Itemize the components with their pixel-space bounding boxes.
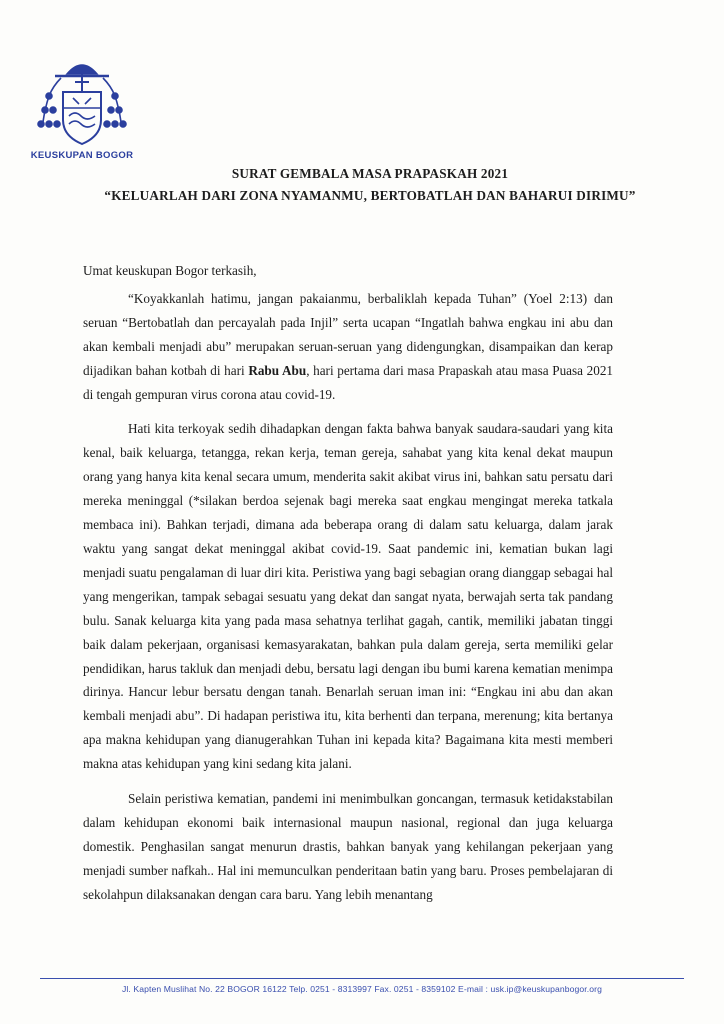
diocese-logo: [22, 52, 142, 161]
salutation: Umat keuskupan Bogor terkasih,: [83, 263, 257, 278]
letter-title: [60, 163, 680, 207]
footer-divider: [40, 978, 684, 979]
paragraph-3: Selain peristiwa kematian, pandemi ini menimbulkan goncangan, termasuk ketidakstabilan dalam kehidupan ekonomi baik internasional maupun nasional, regional dan juga keluarga domestik. Penghasilan sangat menurun drastis, bahkan banyak yang kehilangan pekerjaan yang menjadi sumber nafkah.. Hal ini memunculkan penderitaan batin yang baru. Proses pembelajaran di sekolahpun dilaksanakan dengan cara baru. Yang lebih menantang: [83, 791, 613, 902]
paragraph-1-text-a: “Koyakkanlah hatimu, jangan pakaianmu, berbaliklah kepada Tuhan” (Yoel 2:13) dan seruan “Bertobatlah dan percayalah pada Injil” serta ucapan “Ingatlah bahwa engkau ini abu dan akan kembali menjadi abu” merupakan seruan-seruan yang didengungkan, disampaikan dan kerap dijadikan bahan kotbah di hari: [83, 290, 613, 378]
paragraph-2: Hati kita terkoyak sedih dihadapkan dengan fakta bahwa banyak saudara-saudari yang kita kenal, baik keluarga, tetangga, rekan kerja, teman gereja, sahabat yang kita kenal dekat maupun orang yang hanya kita kenal secara umum, menderita sakit akibat virus ini, bahkan satu persatu dari mereka meninggal (*silakan berdoa sejenak bagi mereka saat engkau mengingat mereka tatkala membaca ini). Bahkan terjadi, dimana ada beberapa orang di dalam satu keluarga, dalam jarak waktu yang sangat dekat meninggal akibat covid-19. Saat pandemic ini, kematian bukan lagi menjadi suatu pengalaman di luar diri kita. Peristiwa yang bagi sebagian orang dianggap sebagai hal yang mengerikan, tampak sebagai sesuatu yang dekat dan sangat nyata, berwajah serta tak pandang bulu. Sanak keluarga kita yang pada masa sehatnya terlihat gagah, cantik, memiliki jabatan tinggi baik dalam pekerjaan, organisasi kemasyarakatan, bahkan pula dalam gereja, serta memiliki gelar pendidikan, harus takluk dan menjadi debu, bersatu lagi dengan ibu bumi karena kematian menimpa dirinya. Hancur lebur bersatu dengan tanah. Benarlah seruan iman ini: “Engkau ini abu dan akan kembali menjadi abu”. Di hadapan peristiwa itu, kita berhenti dan terpana, merenung; kita bertanya apa makna kehidupan yang dianugerahkan Tuhan ini kepada kita? Bagaimana kita mesti memberi makna atas kehidupan yang kini sedang kita jalani.: [83, 421, 613, 772]
title-line-2: “KELUARLAH DARI ZONA NYAMANMU, BERTOBATLAH DAN BAHARUI DIRIMU”: [104, 188, 636, 203]
paragraph-1-bold: Rabu Abu: [248, 362, 307, 378]
title-line-1: SURAT GEMBALA MASA PRAPASKAH 2021: [231, 166, 509, 181]
letter-body: [83, 259, 613, 907]
paragraph-1: [83, 287, 613, 407]
paragraph-1-text-b: , hari pertama dari masa Prapaskah atau masa Puasa 2021 di tengah gempuran virus corona atau covid-19.: [83, 362, 614, 402]
footer-address: Jl. Kapten Muslihat No. 22 BOGOR 16122 Telp. 0251 - 8313997 Fax. 0251 - 8359102 E-mail : usk.ip@keuskupanbogor.org: [121, 984, 602, 994]
coat-of-arms-icon: [27, 52, 137, 148]
diocese-name: KEUSKUPAN BOGOR: [30, 150, 134, 161]
